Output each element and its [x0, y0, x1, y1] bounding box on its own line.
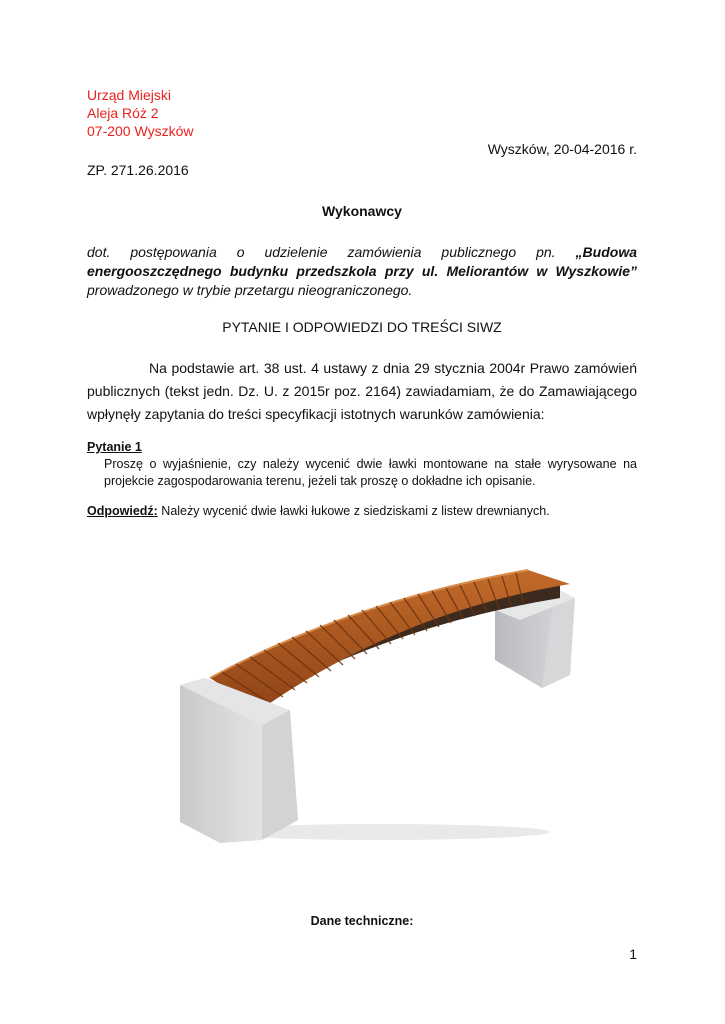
bench-photo [150, 550, 590, 850]
bench-left-support [180, 678, 298, 843]
date-line: Wyszków, 20-04-2016 r. [487, 141, 637, 157]
answer-text: Należy wycenić dwie ławki łukowe z siedziskami z listew drewnianych. [157, 504, 550, 518]
question-label: Pytanie 1 [87, 440, 142, 454]
addressee: Wykonawcy [322, 203, 402, 219]
subject-title: „Budowa energooszczędnego budynku przedszkola przy ul. Meliorantów w Wyszkowie” [87, 244, 637, 279]
question-text: Proszę o wyjaśnienie, czy należy wycenić dwie ławki montowane na stałe wyrysowane na projekcie zagospodarowania terenu, jeżeli tak proszę o dokładne ich opisanie. [104, 457, 637, 488]
answer-line [87, 504, 647, 518]
reference-number: ZP. 271.26.2016 [87, 162, 189, 178]
technical-data-heading: Dane techniczne: [310, 914, 414, 928]
page-number: 1 [629, 946, 637, 962]
intro-paragraph: Na podstawie art. 38 ust. 4 ustawy z dnia 29 stycznia 2004r Prawo zamówień publicznych (tekst jedn. Dz. U. z 2015r poz. 2164) zawiadamiam, że do Zamawiającego wpłynęły zapytania do treści specyfikacji istotnych warunków zamówienia: [87, 360, 637, 422]
sender-line-1: Urząd Miejski [87, 87, 172, 103]
sender-line-3: 07-200 Wyszków [87, 123, 194, 139]
subject-paragraph [87, 243, 637, 300]
sender-line-2: Aleja Róż 2 [87, 105, 159, 121]
answer-label: Odpowiedź: [87, 504, 158, 518]
sender-block [87, 86, 287, 140]
section-heading: PYTANIE I ODPOWIEDZI DO TREŚCI SIWZ [222, 319, 502, 335]
subject-suffix: prowadzonego w trybie przetargu nieograniczonego. [87, 282, 413, 298]
subject-prefix: dot. postępowania o udzielenie zamówienia publicznego pn. [87, 244, 576, 260]
